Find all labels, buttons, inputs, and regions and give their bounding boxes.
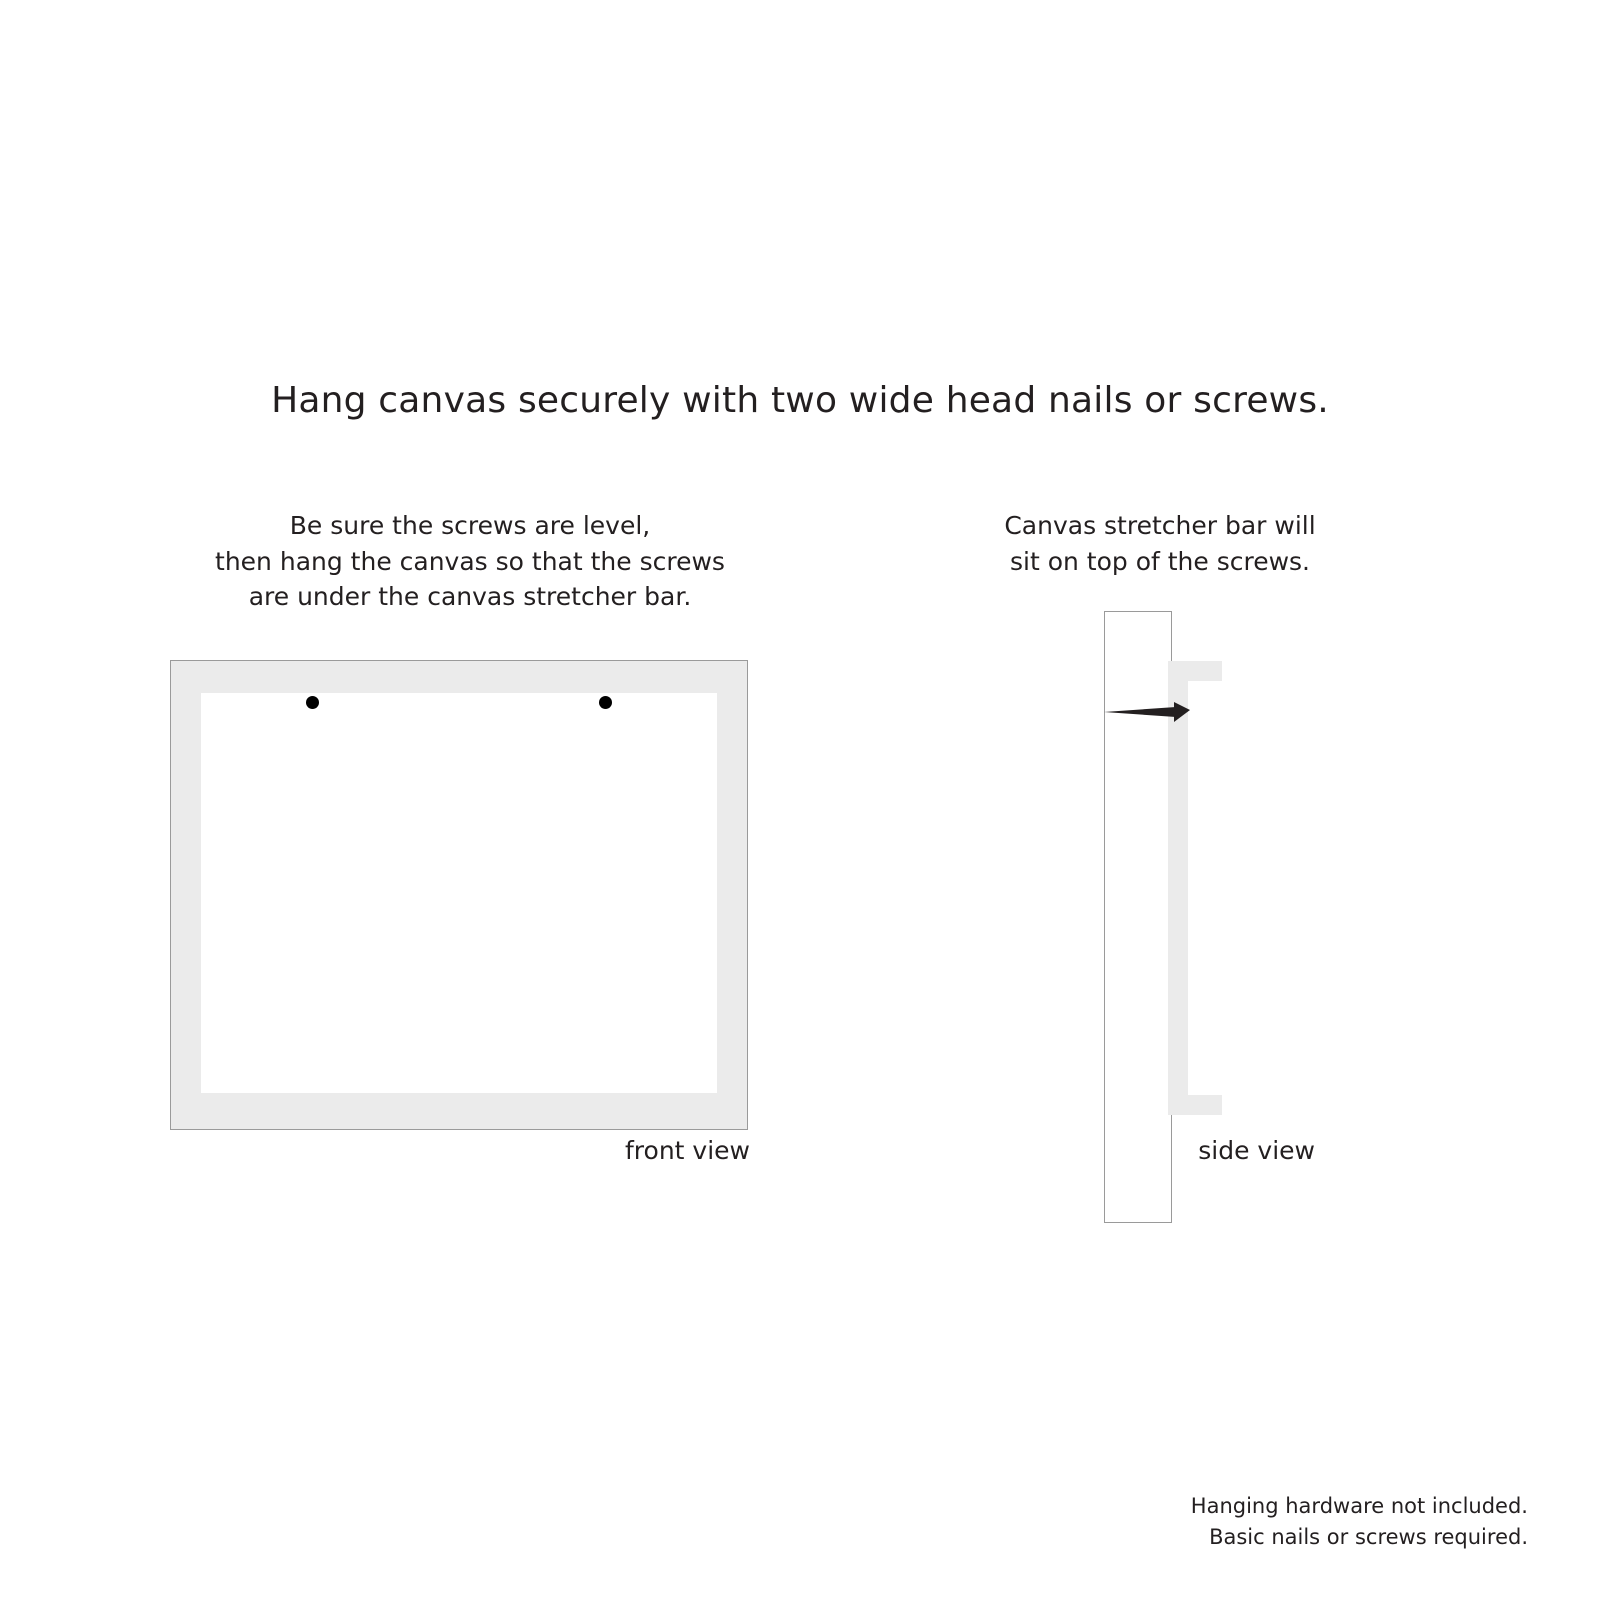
front-view-caption-line-1: Be sure the screws are level, — [289, 511, 651, 540]
footnote-line-1: Hanging hardware not included. — [1190, 1494, 1528, 1519]
front-view-canvas-diagram — [170, 660, 748, 1130]
side-view-caption-line-2: sit on top of the screws. — [1009, 546, 1311, 576]
front-view-canvas-face — [201, 693, 717, 1093]
page-title: Hang canvas securely with two wide head nails or screws. — [271, 380, 1329, 421]
front-view-label: front view — [625, 1136, 750, 1165]
footnote — [1008, 1491, 1528, 1552]
nail-icon — [1104, 700, 1194, 722]
footnote-line-2: Basic nails or screws required. — [1209, 1524, 1528, 1549]
right-screw-icon — [599, 696, 612, 709]
left-screw-icon — [306, 696, 319, 709]
side-view-caption — [880, 508, 1440, 579]
front-view-caption-line-2: then hang the canvas so that the screws — [215, 546, 725, 576]
side-view-canvas-depth — [1188, 681, 1222, 1095]
front-view-caption-line-3: are under the canvas stretcher bar. — [248, 582, 692, 611]
side-view-caption-line-1: Canvas stretcher bar will — [1004, 511, 1316, 540]
front-view-caption — [140, 508, 800, 615]
side-view-label: side view — [1198, 1136, 1315, 1165]
